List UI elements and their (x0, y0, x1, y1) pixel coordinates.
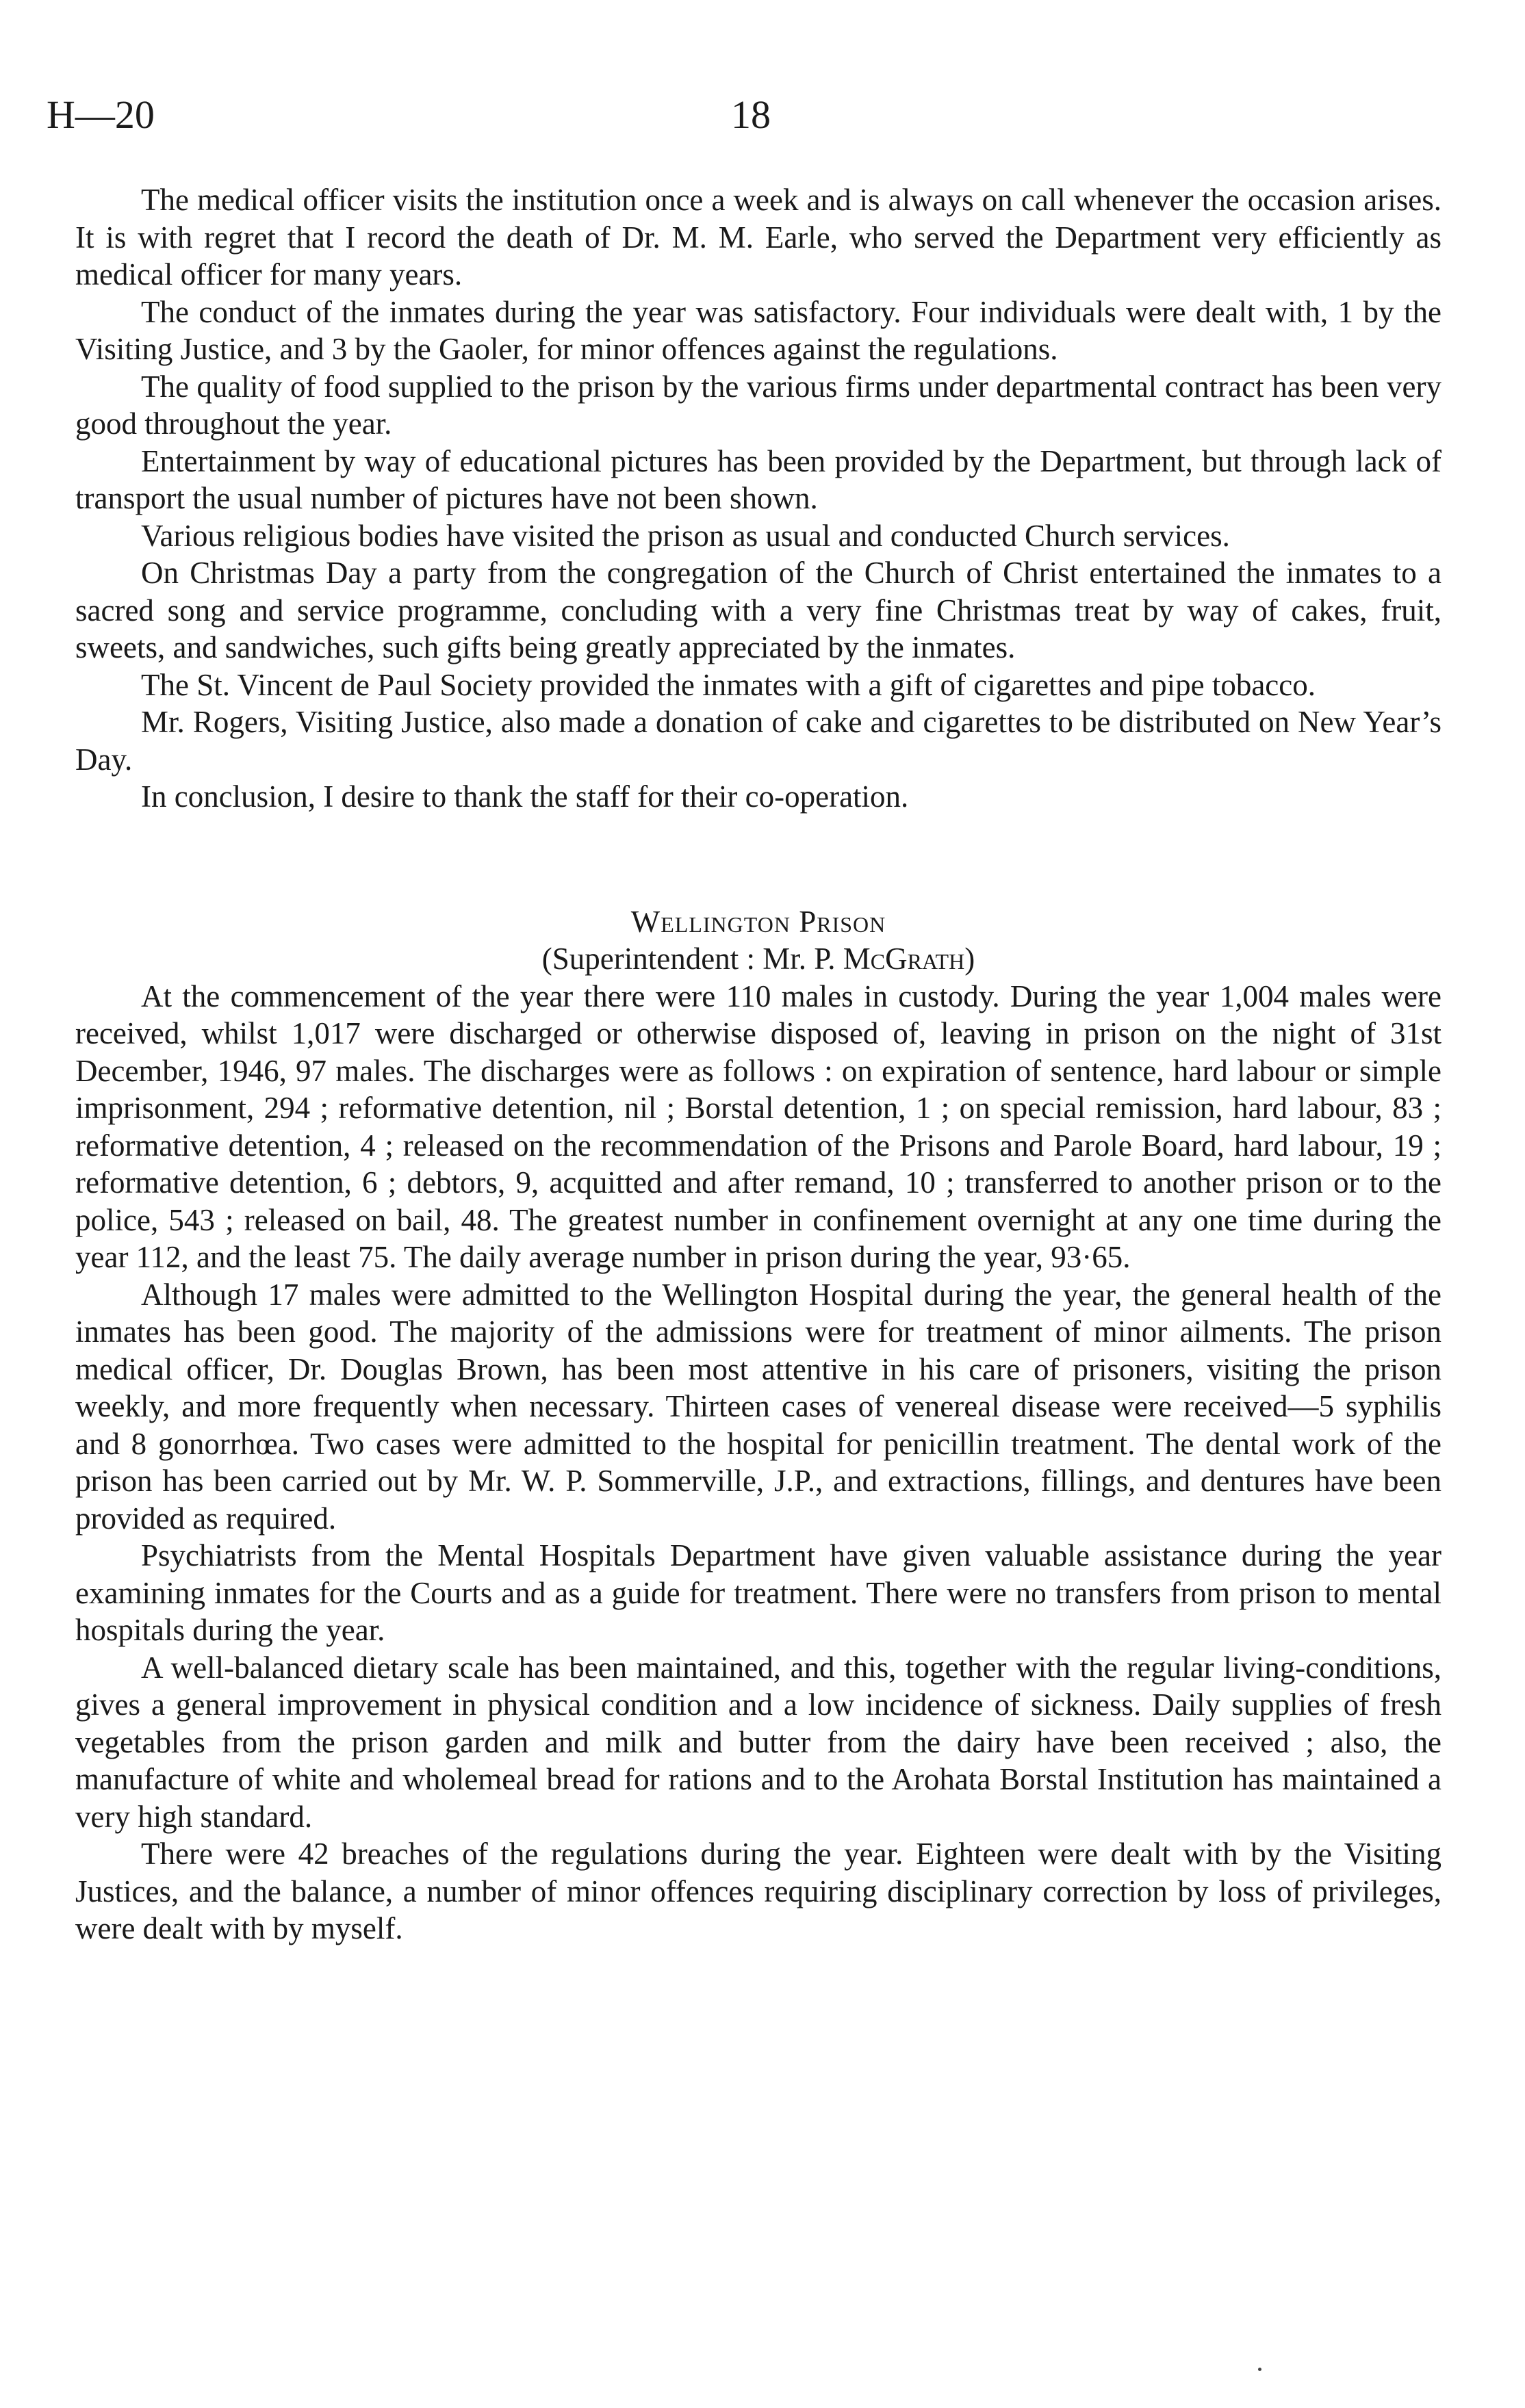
section-title: Wellington Prison (630, 904, 886, 939)
paragraph: There were 42 breaches of the regulations during the year. Eighteen were dealt with by the Visiting Justices, and the balance, a number of minor offences requiring disciplinary correction by loss of privileges, were dealt with by myself. (75, 1837, 1441, 1945)
page-header (47, 88, 1478, 142)
print-speck (1258, 2368, 1261, 2371)
superintendent-prefix: (Superintendent : Mr. P. (541, 942, 843, 976)
paragraph: Psychiatrists from the Mental Hospitals Department have given valuable assistance during the year examining inmates for the Courts and as a guide for treatment. There were no transfers from prison to mental hospitals during the year. (75, 1538, 1441, 1647)
paragraph: A well-balanced dietary scale has been maintained, and this, together with the regular living-conditions, gives a general improvement in physical condition and a low incidence of sickness. Daily supplies of fresh vegetables from the prison garden and milk and butter from the dairy have been received ; also, the manufacture of white and wholemeal bread for rations and to the Arohata Borstal Institution has maintained a very high standard. (75, 1650, 1441, 1834)
paragraph: On Christmas Day a party from the congregation of the Church of Christ entertained the inmates to a sacred song and service programme, concluding with a very fine Christmas treat by way of cakes, fruit, sweets, and sandwiches, such gifts being greatly appreciated by the inmates. (75, 556, 1441, 664)
paragraph: The St. Vincent de Paul Society provided the inmates with a gift of cigarettes and pipe tobacco. (141, 667, 1316, 702)
paragraph: Various religious bodies have visited the prison as usual and conducted Church services. (141, 518, 1230, 553)
paragraph: Mr. Rogers, Visiting Justice, also made a donation of cake and cigarettes to be distributed on New Year’s Day. (75, 705, 1441, 777)
paragraph: In conclusion, I desire to thank the staff for their co-operation. (141, 779, 909, 814)
report-reference: H—20 (47, 92, 155, 137)
paragraph: Entertainment by way of educational pictures has been provided by the Department, but through lack of transport the usual number of pictures have not been shown. (75, 443, 1441, 515)
superintendent-name: McGrath (843, 942, 965, 976)
paragraph: The medical officer visits the institution once a week and is always on call whenever the occasion arises. It is with regret that I record the death of Dr. M. M. Earle, who served the Department very efficiently as medical officer for many years. (75, 183, 1441, 292)
superintendent-suffix: ) (964, 942, 975, 976)
paragraph: The quality of food supplied to the prison by the various firms under departmental contract has been very good throughout the year. (75, 369, 1441, 441)
paragraph: Although 17 males were admitted to the Wellington Hospital during the year, the general health of the inmates has been good. The majority of the admissions were for treatment of minor ailments. The prison medical officer, Dr. Douglas Brown, has been most attentive in his care of prisoners, visiting the prison weekly, and more frequently when necessary. Thirteen cases of venereal disease were received—5 syphilis and 8 gonorrhœa. Two cases were admitted to the hospital for penicillin treatment. The dental work of the prison has been carried out by Mr. W. P. Sommerville, J.P., and extractions, fillings, and dentures have been provided as required. (75, 1277, 1441, 1536)
page-body (75, 181, 1441, 1947)
paragraph: The conduct of the inmates during the year was satisfactory. Four individuals were dealt with, 1 by the Visiting Justice, and 3 by the Gaoler, for minor offences against the regulations. (75, 294, 1441, 366)
page-number: 18 (731, 92, 771, 137)
section-subtitle (75, 940, 1441, 978)
paragraph: At the commencement of the year there were 110 males in custody. During the year 1,004 males were received, whilst 1,017 were discharged or otherwise disposed of, leaving in prison on the night of 31st December, 1946, 97 males. The discharges were as follows : on expiration of sentence, hard labour or simple imprisonment, 294 ; reformative detention, nil ; Borstal detention, 1 ; on special remission, hard labour, 83 ; reformative detention, 4 ; released on the recommendation of the Prisons and Parole Board, hard labour, 19 ; reformative detention, 6 ; debtors, 9, acquitted and after remand, 10 ; transferred to another prison or to the police, 543 ; released on bail, 48. The greatest number in confinement overnight at any one time during the year 112, and the least 75. The daily average number in prison during the year, 93·65. (75, 979, 1441, 1274)
